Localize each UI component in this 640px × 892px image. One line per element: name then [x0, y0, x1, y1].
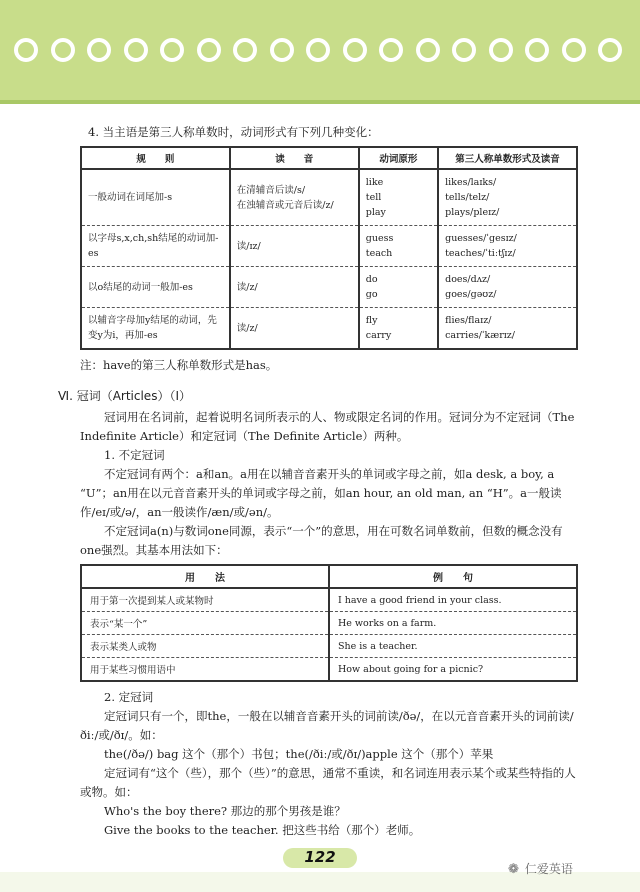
third-person-cell-line: guesses/ˈgesɪz/	[445, 233, 517, 244]
base-form-cell	[359, 267, 438, 308]
watermark	[508, 860, 573, 877]
ring-decoration	[416, 38, 440, 62]
third-person-cell	[438, 308, 577, 350]
pronunciation-cell	[230, 226, 359, 267]
rule-cell: 以字母s,x,ch,sh结尾的动词加-es	[81, 226, 230, 267]
table-row	[81, 612, 577, 635]
paragraph-indefinite-2: 不定冠词a(n)与数词one同源，表示“一个”的意思，用在可数名词单数前，但数的概念没有one强烈。其基本用法如下：	[80, 524, 563, 557]
base-form-cell	[359, 308, 438, 350]
table-row	[81, 658, 577, 682]
table-row	[81, 267, 577, 308]
section-heading-4: 4. 当主语是第三人称单数时，动词形式有下列几种变化：	[88, 125, 379, 139]
rule-cell: 一般动词在词尾加-s	[81, 169, 230, 226]
base-form-cell	[359, 169, 438, 226]
example-sentence-2: Give the books to the teacher. 把这些书给（那个）老师。	[104, 823, 421, 837]
ring-decoration	[233, 38, 257, 62]
third-person-cell-line: likes/laɪks/	[445, 177, 497, 188]
ring-decoration	[87, 38, 111, 62]
header-divider	[0, 100, 640, 104]
pronunciation-cell	[230, 267, 359, 308]
third-person-cell-line: plays/pleɪz/	[445, 207, 500, 218]
usage-cell: 用于第一次提到某人或某物时	[81, 588, 329, 612]
base-form-cell-line: go	[365, 289, 378, 300]
base-form-cell-line: carry	[365, 330, 392, 341]
section-title-articles: Ⅵ. 冠词（Articles）（Ⅰ）	[58, 389, 191, 403]
pronunciation-cell	[230, 169, 359, 226]
example-cell: She is a teacher.	[329, 635, 577, 658]
table2-header-example: 例 句	[329, 565, 577, 588]
table1-header-rule: 规 则	[81, 147, 230, 169]
table1-header-third: 第三人称单数形式及读音	[438, 147, 577, 169]
rule-cell: 以o结尾的动词一般加-es	[81, 267, 230, 308]
pronunciation-cell-line: 在浊辅音或元音后读/z/	[236, 199, 334, 211]
table-row	[81, 635, 577, 658]
third-person-cell-line: teaches/ˈtiːtʃɪz/	[445, 248, 516, 259]
pronunciation-cell-line: 在清辅音后读/s/	[236, 184, 306, 196]
wechat-icon: ❁	[508, 862, 519, 877]
example-cell: How about going for a picnic?	[329, 658, 577, 682]
base-form-cell-line: tell	[365, 192, 382, 203]
example-cell: I have a good friend in your class.	[329, 588, 577, 612]
ring-decoration	[51, 38, 75, 62]
third-person-cell	[438, 267, 577, 308]
usage-cell: 表示某类人或物	[81, 635, 329, 658]
table1-header-pron: 读 音	[230, 147, 359, 169]
page-number: 122	[304, 848, 336, 866]
rule-cell: 以辅音字母加y结尾的动词，先变y为i，再加-es	[81, 308, 230, 350]
ring-decoration	[343, 38, 367, 62]
third-person-cell	[438, 169, 577, 226]
usage-cell: 用于某些习惯用语中	[81, 658, 329, 682]
base-form-cell-line: do	[365, 274, 378, 285]
table-row	[81, 169, 577, 226]
watermark-text: 仁爱英语	[524, 862, 573, 876]
third-person-cell-line: does/dʌz/	[445, 274, 491, 285]
article-usage-table	[80, 564, 578, 682]
paragraph-definite-1: 定冠词只有一个，即the，一般在以辅音音素开头的词前读/ðə/，在以元音音素开头的词前读/ðiː/或/ðɪ/。如：	[80, 709, 574, 742]
decorative-rings	[0, 38, 640, 66]
pronunciation-cell-line: 读/z/	[236, 281, 258, 293]
paragraph-intro: 冠词用在名词前，起着说明名词所表示的人、物或限定名词的作用。冠词分为不定冠词（The Indefinite Article）和定冠词（The Definite Article）两种。	[80, 410, 575, 443]
paragraph-definite-2: the(/ðə/) bag 这个（那个）书包；the(/ðiː/或/ðɪ/)apple 这个（那个）苹果	[104, 747, 494, 761]
ring-decoration	[598, 38, 622, 62]
ring-decoration	[489, 38, 513, 62]
third-person-cell-line: flies/flaɪz/	[445, 315, 492, 326]
example-sentence-1: Who's the boy there? 那边的那个男孩是谁？	[104, 804, 346, 818]
third-person-cell	[438, 226, 577, 267]
table2-header-usage: 用 法	[81, 565, 329, 588]
table1-header-base: 动词原形	[359, 147, 438, 169]
paragraph-definite-3: 定冠词有“这个（些），那个（些）”的意思，通常不重读，和名词连用表示某个或某些特指的人或物。如：	[80, 766, 576, 799]
ring-decoration	[197, 38, 221, 62]
example-cell: He works on a farm.	[329, 612, 577, 635]
ring-decoration	[525, 38, 549, 62]
base-form-cell-line: teach	[365, 248, 393, 259]
pronunciation-cell-line: 读/z/	[236, 322, 258, 334]
base-form-cell-line: like	[365, 177, 384, 188]
paragraph-indefinite-1: 不定冠词有两个：a和an。a用在以辅音音素开头的单词或字母之前，如a desk, a boy, a “U”；an用在以元音音素开头的单词或字母之前，如an hour, an old man, an “H”。a一般读作/eɪ/或/ə/，an一般读作/æn/或/ən/。	[80, 467, 562, 519]
table-row	[81, 588, 577, 612]
verb-forms-table	[80, 146, 578, 350]
third-person-cell-line: goes/gəʊz/	[445, 289, 497, 300]
ring-decoration	[160, 38, 184, 62]
ring-decoration	[306, 38, 330, 62]
ring-decoration	[379, 38, 403, 62]
base-form-cell-line: guess	[365, 233, 394, 244]
third-person-cell-line: carries/ˈkærɪz/	[445, 330, 515, 341]
ring-decoration	[124, 38, 148, 62]
table-row	[81, 226, 577, 267]
ring-decoration	[14, 38, 38, 62]
ring-decoration	[562, 38, 586, 62]
ring-decoration	[452, 38, 476, 62]
note: 注：have的第三人称单数形式是has。	[80, 358, 278, 372]
pronunciation-cell-line: 读/ɪz/	[236, 240, 261, 252]
base-form-cell-line: play	[365, 207, 386, 218]
third-person-cell-line: tells/telz/	[445, 192, 490, 203]
table-row	[81, 308, 577, 350]
pronunciation-cell	[230, 308, 359, 350]
base-form-cell	[359, 226, 438, 267]
page-content	[58, 116, 578, 840]
subheading-indefinite: 1. 不定冠词	[104, 448, 165, 462]
ring-decoration	[270, 38, 294, 62]
subheading-definite: 2. 定冠词	[104, 690, 154, 704]
base-form-cell-line: fly	[365, 315, 378, 326]
usage-cell: 表示“某一个”	[81, 612, 329, 635]
